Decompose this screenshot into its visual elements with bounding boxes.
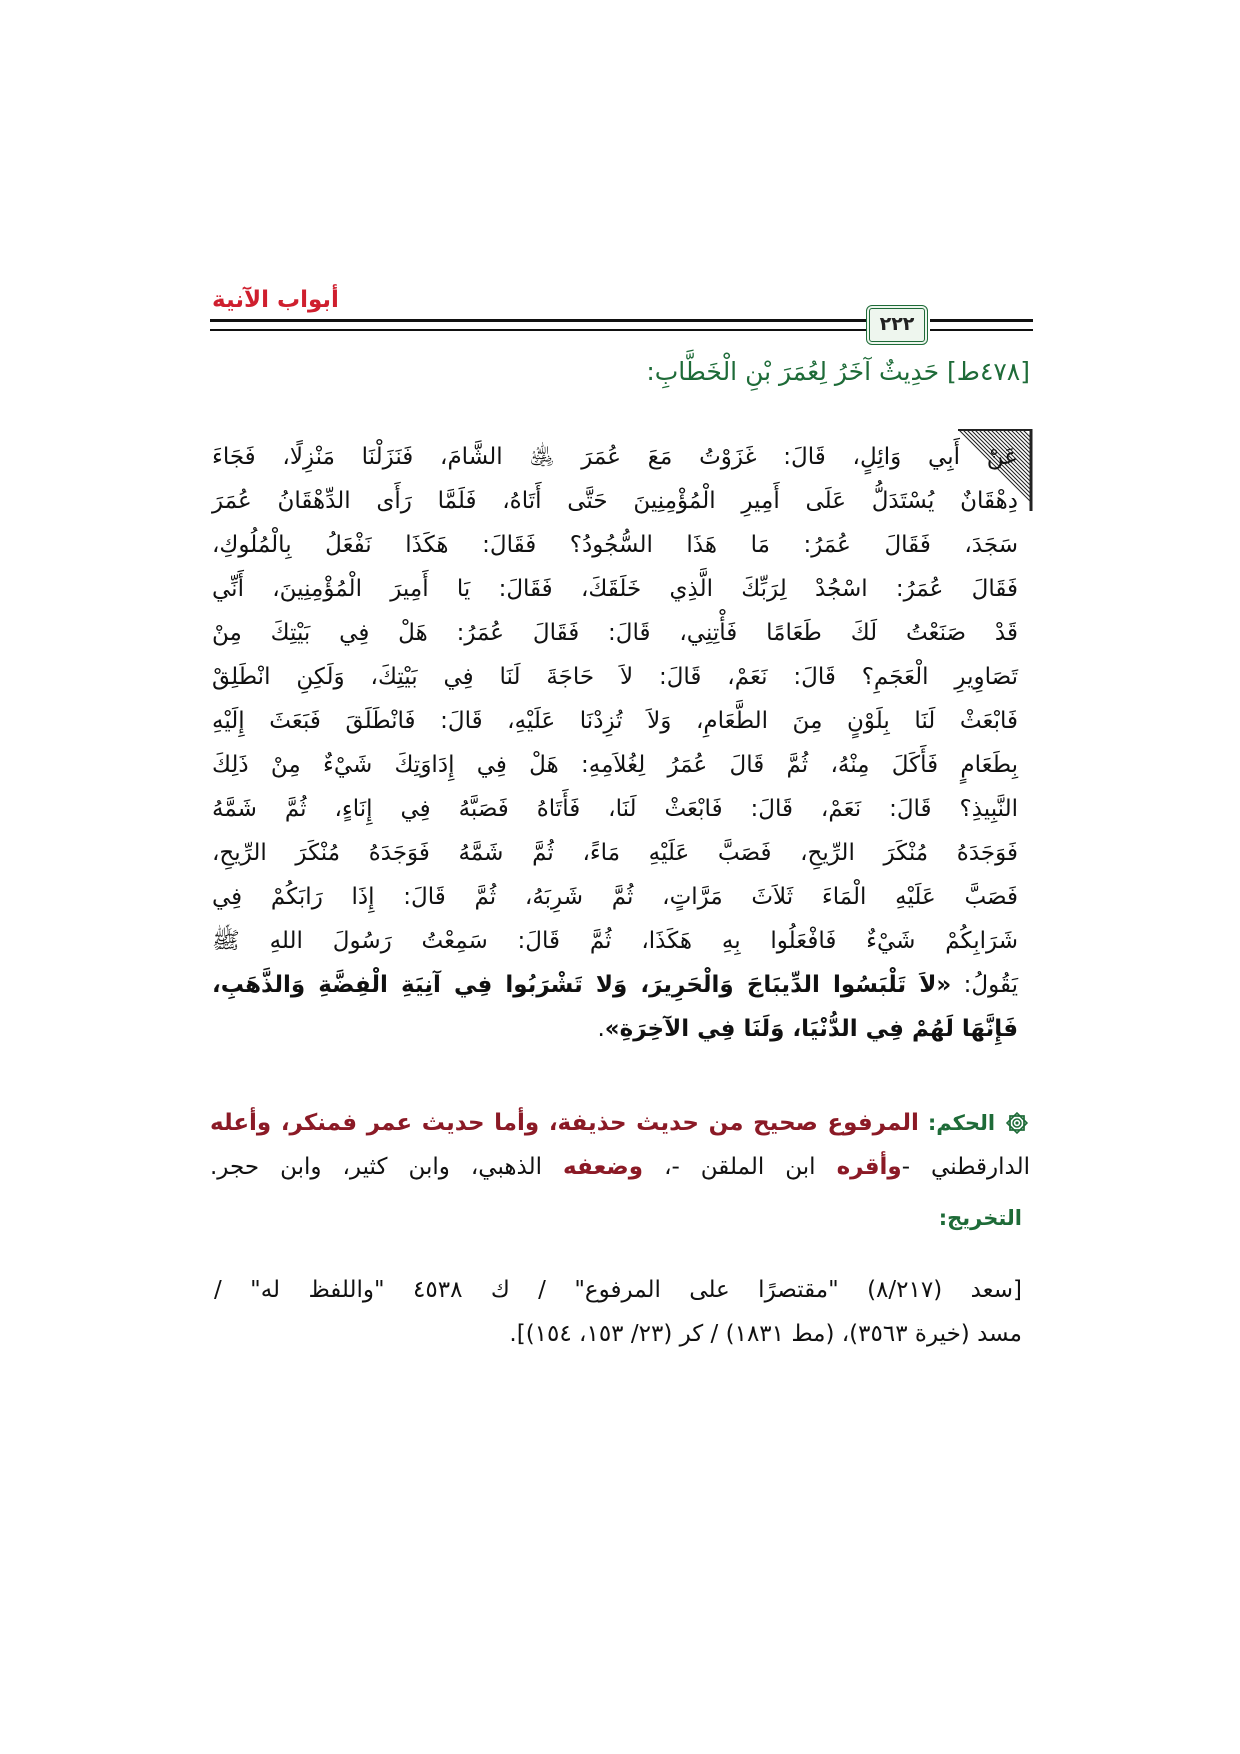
hadith-text-line: النَّبِيذِ؟ قَالَ: نَعَمْ، قَالَ: فَابْعَثْ لَنَا، فَأَتَاهُ فَصَبَّهُ فِي إِنَاءٍ، ثُمَّ شَمَّهُ	[212, 796, 1018, 822]
takhrij-section	[214, 1268, 1022, 1356]
hadith-text-line: فَصَبَّ عَلَيْهِ الْمَاءَ ثَلاَثَ مَرَّاتٍ، ثُمَّ شَرِبَهُ، ثُمَّ قَالَ: إِذَا رَابَكُمْ فِي	[212, 884, 1018, 910]
hadith-text-line: تَصَاوِيرِ الْعَجَمِ؟ قَالَ: نَعَمْ، قَالَ: لاَ حَاجَةَ لَنَا فِي بَيْتِكَ، وَلَكِنِ انْطَلِقْ	[212, 664, 1018, 690]
hukm-text: الدارقطني -	[901, 1154, 1030, 1180]
hukm-highlight: وأقره	[836, 1154, 902, 1180]
header-rule-top-right	[930, 319, 1033, 322]
hukm-line	[210, 1101, 1030, 1145]
hukm-highlight: وضعفه	[563, 1154, 644, 1180]
hukm-text: الذهبي، وابن كثير، وابن حجر.	[210, 1154, 543, 1180]
sentence-period: .	[597, 1016, 605, 1042]
hukm-verdict: المرفوع صحيح من حديث حذيفة، وأما حديث عمر فمنكر، وأعله	[210, 1110, 919, 1136]
hadith-quote-line	[212, 963, 1018, 1007]
hadith-text-line: شَرَابِكُمْ شَيْءٌ فَافْعَلُوا بِهِ هَكَذَا، ثُمَّ قَالَ: سَمِعْتُ رَسُولَ اللهِ ﷺ	[212, 928, 1018, 954]
rub-el-hizb-icon	[1004, 1107, 1030, 1133]
takhrij-line: [سعد (٨/٢١٧) "مقتصرًا على المرفوع" / ك ٤٥٣٨ "واللفظ له" /	[214, 1277, 1022, 1303]
hadith-heading: [٤٧٨ط] حَدِيثٌ آخَرُ لِعُمَرَ بْنِ الْخَطَّابِ:	[646, 357, 1030, 386]
hadith-text-line: قَدْ صَنَعْتُ لَكَ طَعَامًا فَأْتِنِي، قَالَ: فَقَالَ عُمَرُ: هَلْ فِي بَيْتِكَ مِنْ	[212, 620, 1018, 646]
prophetic-quote: «لاَ تَلْبَسُوا الدِّيبَاجَ وَالْحَرِيرَ، وَلا تَشْرَبُوا فِي آنِيَةِ الْفِضَّةِ وَالذَّهَبِ،	[212, 972, 952, 998]
hadith-text-line: فَابْعَثْ لَنَا بِلَوْنٍ مِنَ الطَّعَامِ، وَلاَ تُزِدْنَا عَلَيْهِ، قَالَ: فَانْطَلَقَ فَبَعَثَ إِلَيْهِ	[212, 708, 1018, 734]
hukm-section	[210, 1101, 1030, 1189]
hukm-text: ابن الملقن -،	[664, 1154, 816, 1180]
header-rule-bottom	[210, 329, 866, 331]
header-rule-top	[210, 319, 866, 322]
quote-lead: يَقُولُ:	[963, 972, 1018, 998]
hukm-label: الحكم:	[927, 1111, 996, 1135]
hadith-text-line: بِطَعَامٍ فَأَكَلَ مِنْهُ، ثُمَّ قَالَ عُمَرُ لِغُلاَمِهِ: هَلْ فِي إِدَاوَتِكَ شَيْءٌ مِنْ ذَلِكَ	[212, 752, 1018, 778]
hadith-text	[212, 435, 1018, 1051]
hadith-text-line: عَنْ أَبِي وَائِلٍ، قَالَ: غَزَوْتُ مَعَ عُمَرَ ﵁ الشَّامَ، فَنَزَلْنَا مَنْزِلًا، فَجَاءَ	[212, 444, 1018, 470]
header-rule-bottom-right	[930, 329, 1033, 331]
prophetic-quote-end: فَإِنَّهَا لَهُمْ فِي الدُّنْيَا، وَلَنَا فِي الآخِرَةِ»	[604, 1016, 1018, 1042]
hadith-text-line: دِهْقَانٌ يُسْتَدَلُّ عَلَى أَمِيرِ الْمُؤْمِنِينَ حَتَّى أَتَاهُ، فَلَمَّا رَأَى الدِّهْقَانُ عُمَرَ	[212, 488, 1018, 514]
page-number-badge	[866, 305, 928, 345]
hadith-text-line: فَوَجَدَهُ مُنْكَرَ الرِّيحِ، فَصَبَّ عَلَيْهِ مَاءً، ثُمَّ شَمَّهُ فَوَجَدَهُ مُنْكَرَ الرِّيحِ،	[212, 840, 1018, 866]
hadith-quote-line-end	[212, 1007, 1018, 1051]
page-number: ٢٢٢	[879, 313, 915, 335]
takhrij-label: التخريج:	[938, 1206, 1022, 1230]
chapter-title: أبواب الآنية	[212, 287, 339, 313]
hukm-line	[210, 1145, 1030, 1189]
hadith-text-line: فَقَالَ عُمَرُ: اسْجُدْ لِرَبِّكَ الَّذِي خَلَقَكَ، فَقَالَ: يَا أَمِيرَ الْمُؤْمِنِينَ، أَنِّي	[212, 576, 1018, 602]
takhrij-line: مسد (خيرة ٣٥٦٣)، (مط ١٨٣١) / كر (٢٣/ ١٥٣، ١٥٤)].	[509, 1321, 1022, 1347]
hadith-text-line: سَجَدَ، فَقَالَ عُمَرُ: مَا هَذَا السُّجُودُ؟ فَقَالَ: هَكَذَا نَفْعَلُ بِالْمُلُوكِ،	[212, 532, 1018, 558]
